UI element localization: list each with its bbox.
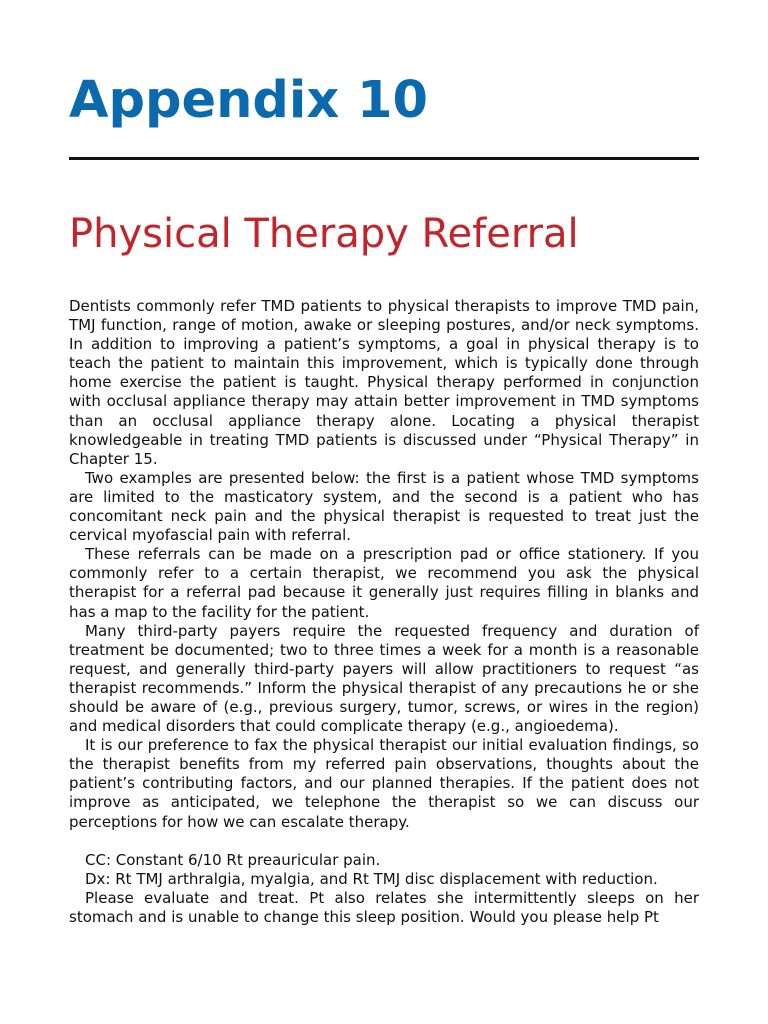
paragraph-payers: Many third-party payers require the requested frequency and duration of treatment be documented; two to three times a week for a month is a reasonable request, and generally third-party payers will allow practitioners to request “as therapist recommends.” Inform the physical therapist of any precautions he or she should be aware of (e.g., previous surgery, tumor, screws, or wires in the region) and medical disorders that could complicate therapy (e.g., angioedema). bbox=[69, 621, 699, 736]
appendix-title: Appendix 10 bbox=[69, 71, 428, 130]
body-text bbox=[69, 297, 699, 927]
example-request: Please evaluate and treat. Pt also relates she intermittently sleeps on her stomach and is unable to change this sleep position. Would you please help Pt bbox=[69, 888, 699, 926]
document-page bbox=[69, 0, 699, 1024]
paragraph-examples: Two examples are presented below: the first is a patient whose TMD symptoms are limited to the masticatory system, and the second is a patient who has concomitant neck pain and the physical therapist is requested to treat just the cervical myofascial pain with referral. bbox=[69, 468, 699, 545]
paragraph-fax-preference: It is our preference to fax the physical therapist our initial evaluation findings, so the therapist benefits from my referred pain observations, thoughts about the patient’s contributing factors, and our planned therapies. If the patient does not improve as anticipated, we telephone the therapist so we can discuss our perceptions for how we can escalate therapy. bbox=[69, 736, 699, 831]
example-diagnosis: Dx: Rt TMJ arthralgia, myalgia, and Rt TMJ disc displacement with reduction. bbox=[85, 869, 658, 888]
paragraph-intro: Dentists commonly refer TMD patients to physical therapists to improve TMD pain, TMJ function, range of motion, awake or sleeping postures, and/or neck symptoms. In addition to improving a patient’s symptoms, a goal in physical therapy is to teach the patient to maintain this improvement, which is typically done through home exercise the patient is taught. Physical therapy performed in conjunction with occlusal appliance therapy may attain better improvement in TMD symptoms than an occlusal appliance therapy alone. Locating a physical therapist knowledgeable in treating TMD patients is discussed under “Physical Therapy” in Chapter 15. bbox=[69, 297, 699, 468]
example-chief-complaint: CC: Constant 6/10 Rt preauricular pain. bbox=[85, 850, 381, 869]
paragraph-referral-pad: These referrals can be made on a prescription pad or office stationery. If you commonly refer to a certain therapist, we recommend you ask the physical therapist for a referral pad because it generally just requires filling in blanks and has a map to the facility for the patient. bbox=[69, 545, 699, 621]
title-divider bbox=[69, 157, 699, 160]
chapter-title: Physical Therapy Referral bbox=[69, 211, 579, 257]
